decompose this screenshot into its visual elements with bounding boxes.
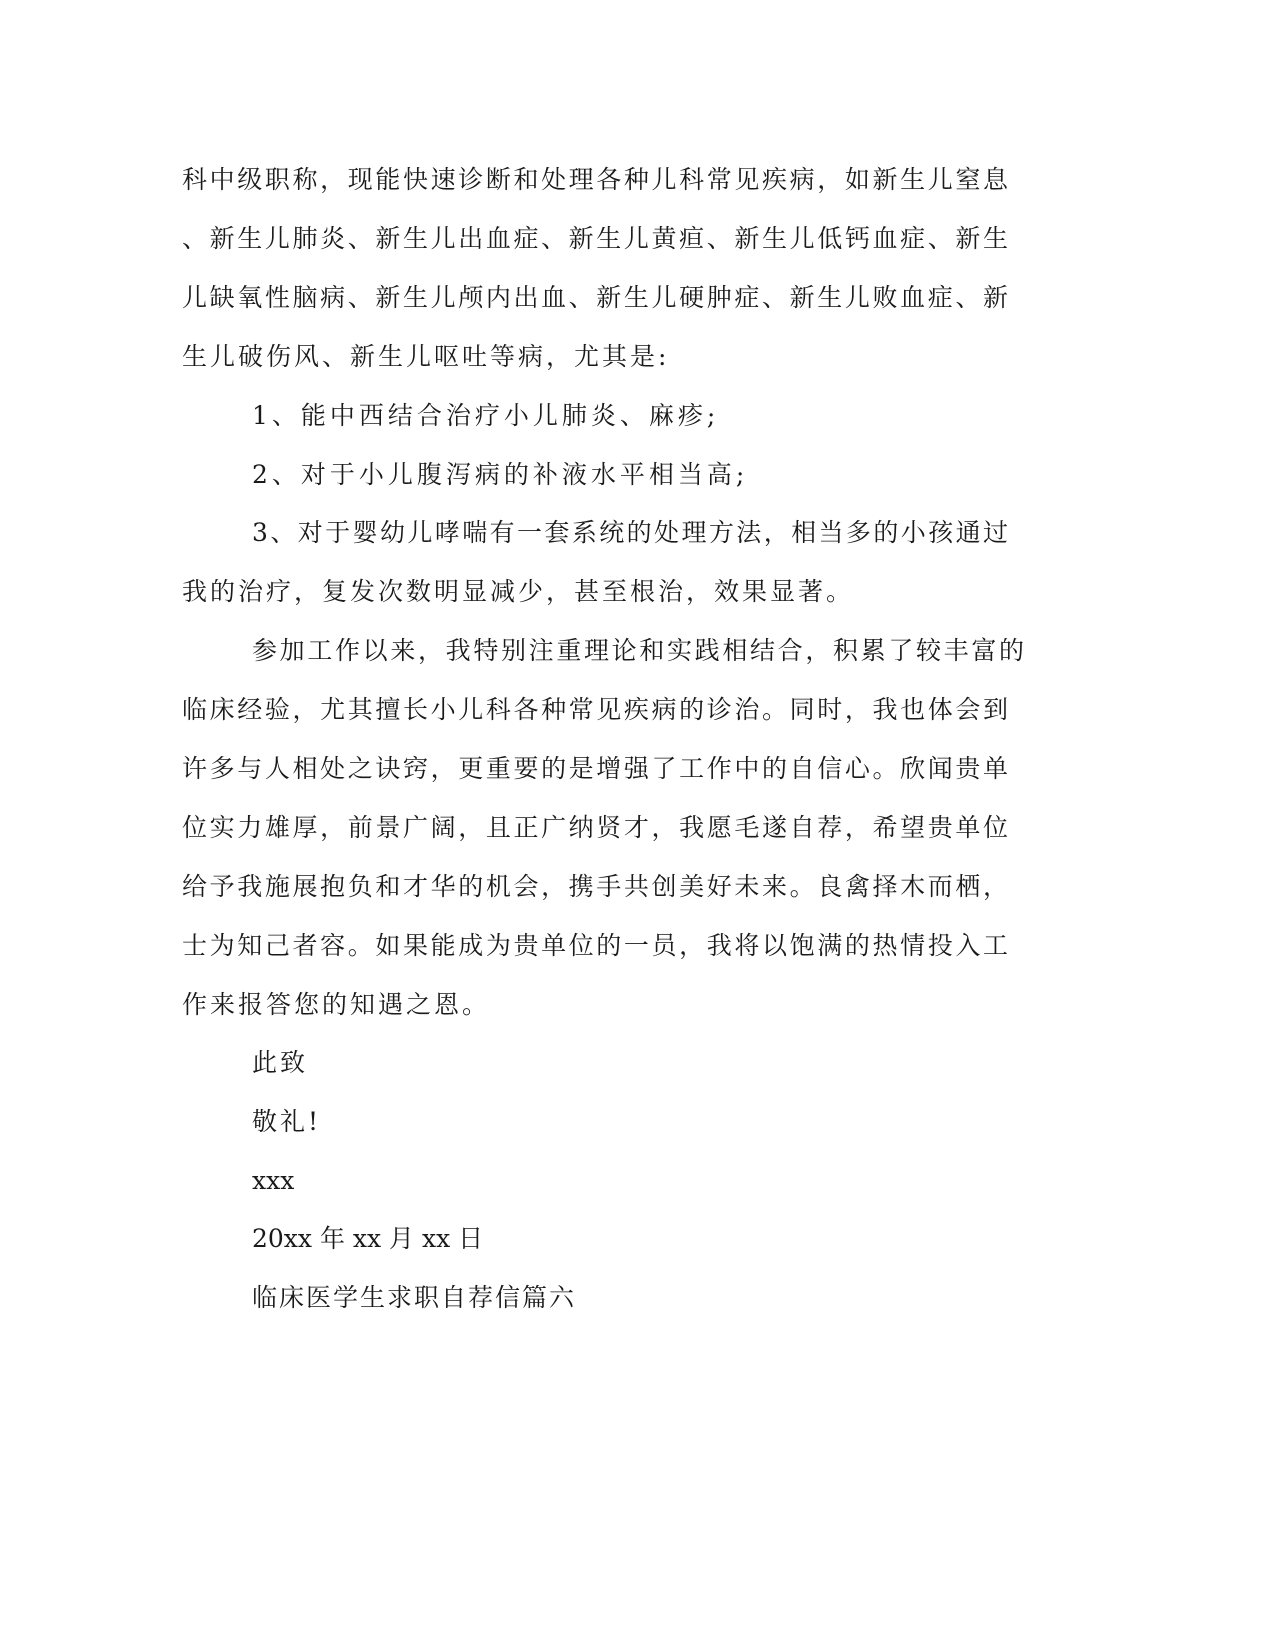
paragraph-line: 儿缺氧性脑病、新生儿颅内出血、新生儿硬肿症、新生儿败血症、新: [182, 283, 1008, 312]
list-item-continuation: 我的治疗，复发次数明显减少，甚至根治，效果显著。: [182, 577, 855, 606]
letter-date: 20xx 年 xx 月 xx 日: [252, 1224, 484, 1253]
paragraph-line: 参加工作以来，我特别注重理论和实践相结合，积累了较丰富的: [252, 636, 1024, 665]
paragraph-line: 给予我施展抱负和才华的机会，携手共创美好未来。良禽择木而栖，: [182, 872, 1008, 901]
paragraph-line: 临床经验，尤其擅长小儿科各种常见疾病的诊治。同时，我也体会到: [182, 695, 1008, 724]
list-item: 1、能中西结合治疗小儿肺炎、麻疹;: [252, 401, 720, 430]
list-item: 2、对于小儿腹泻病的补液水平相当高;: [252, 460, 749, 489]
paragraph-line: 位实力雄厚，前景广阔，且正广纳贤才，我愿毛遂自荐，希望贵单位: [182, 813, 1008, 842]
paragraph-line: 许多与人相处之诀窍，更重要的是增强了工作中的自信心。欣闻贵单: [182, 754, 1008, 783]
closing-regards: 敬礼!: [252, 1107, 322, 1136]
signature: xxx: [252, 1166, 295, 1195]
paragraph-line: 科中级职称，现能快速诊断和处理各种儿科常见疾病，如新生儿窒息: [182, 165, 1008, 194]
paragraph-line: 生儿破伤风、新生儿呕吐等病，尤其是:: [182, 342, 670, 371]
section-heading: 临床医学生求职自荐信篇六: [252, 1283, 577, 1312]
paragraph-line: 士为知己者容。如果能成为贵单位的一员，我将以饱满的热情投入工: [182, 931, 1008, 960]
paragraph-line: 、新生儿肺炎、新生儿出血症、新生儿黄疸、新生儿低钙血症、新生: [182, 224, 1008, 253]
list-item: 3、对于婴幼儿哮喘有一套系统的处理方法，相当多的小孩通过: [252, 518, 1008, 547]
paragraph-line: 作来报答您的知遇之恩。: [182, 990, 491, 1019]
closing-salutation: 此致: [252, 1048, 309, 1077]
